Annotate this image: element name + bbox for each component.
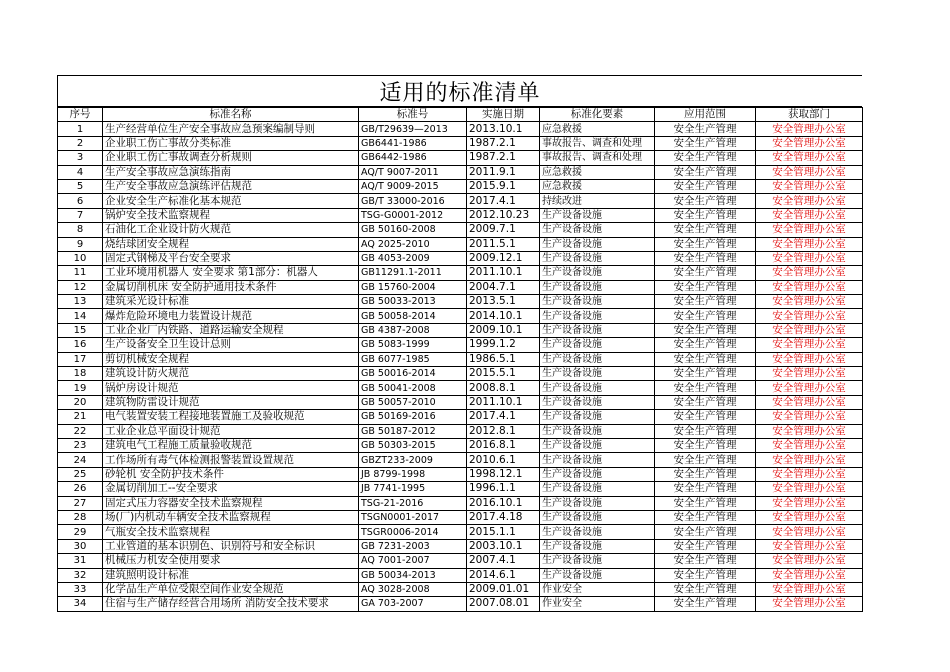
cell-element: 持续改进 bbox=[540, 194, 655, 208]
cell-standard-code: TSGR0006-2014 bbox=[359, 525, 467, 539]
cell-scope: 安全生产管理 bbox=[655, 554, 756, 568]
cell-no: 11 bbox=[58, 266, 103, 280]
cell-dept: 安全管理办公室 bbox=[756, 251, 863, 265]
cell-standard-code: GB 50057-2010 bbox=[359, 395, 467, 409]
table-row bbox=[58, 438, 863, 452]
cell-element: 生产设备设施 bbox=[540, 453, 655, 467]
cell-standard-code: AQ/T 9009-2015 bbox=[359, 179, 467, 193]
cell-no: 23 bbox=[58, 438, 103, 452]
cell-scope: 安全生产管理 bbox=[655, 424, 756, 438]
cell-no: 4 bbox=[58, 165, 103, 179]
cell-no: 17 bbox=[58, 352, 103, 366]
cell-element: 生产设备设施 bbox=[540, 208, 655, 222]
cell-standard-name: 建筑照明设计标准 bbox=[103, 568, 359, 582]
cell-element: 生产设备设施 bbox=[540, 295, 655, 309]
cell-dept: 安全管理办公室 bbox=[756, 179, 863, 193]
cell-scope: 安全生产管理 bbox=[655, 194, 756, 208]
cell-no: 32 bbox=[58, 568, 103, 582]
cell-scope: 安全生产管理 bbox=[655, 309, 756, 323]
cell-standard-code: TSGN0001-2017 bbox=[359, 510, 467, 524]
cell-dept: 安全管理办公室 bbox=[756, 165, 863, 179]
cell-standard-code: AQ/T 9007-2011 bbox=[359, 165, 467, 179]
cell-standard-name: 机械压力机安全使用要求 bbox=[103, 554, 359, 568]
table-row bbox=[58, 280, 863, 294]
cell-dept: 安全管理办公室 bbox=[756, 568, 863, 582]
cell-dept: 安全管理办公室 bbox=[756, 381, 863, 395]
table-row bbox=[58, 367, 863, 381]
cell-standard-code: GB 5083-1999 bbox=[359, 338, 467, 352]
cell-element: 生产设备设施 bbox=[540, 280, 655, 294]
cell-element: 生产设备设施 bbox=[540, 424, 655, 438]
cell-implement-date: 2012.10.23 bbox=[467, 208, 540, 222]
cell-implement-date: 2009.7.1 bbox=[467, 223, 540, 237]
cell-standard-code: JB 7741-1995 bbox=[359, 482, 467, 496]
cell-standard-code: GA 703-2007 bbox=[359, 597, 467, 611]
cell-scope: 安全生产管理 bbox=[655, 395, 756, 409]
cell-no: 22 bbox=[58, 424, 103, 438]
table-row bbox=[58, 525, 863, 539]
cell-scope: 安全生产管理 bbox=[655, 582, 756, 596]
cell-element: 生产设备设施 bbox=[540, 467, 655, 481]
table-row bbox=[58, 208, 863, 222]
cell-dept: 安全管理办公室 bbox=[756, 266, 863, 280]
cell-dept: 安全管理办公室 bbox=[756, 467, 863, 481]
cell-standard-code: JB 8799-1998 bbox=[359, 467, 467, 481]
cell-dept: 安全管理办公室 bbox=[756, 539, 863, 553]
header-name: 标准名称 bbox=[103, 108, 359, 122]
table-row bbox=[58, 237, 863, 251]
cell-scope: 安全生产管理 bbox=[655, 597, 756, 611]
cell-standard-code: GB 50160-2008 bbox=[359, 223, 467, 237]
cell-standard-name: 企业职工伤亡事故调查分析规则 bbox=[103, 151, 359, 165]
cell-standard-name: 金属切削机床 安全防护通用技术条件 bbox=[103, 280, 359, 294]
header-no: 序号 bbox=[58, 108, 103, 122]
cell-scope: 安全生产管理 bbox=[655, 151, 756, 165]
header-dept: 获取部门 bbox=[756, 108, 863, 122]
cell-scope: 安全生产管理 bbox=[655, 568, 756, 582]
cell-implement-date: 2007.08.01 bbox=[467, 597, 540, 611]
cell-element: 生产设备设施 bbox=[540, 251, 655, 265]
cell-standard-code: GB/T29639—2013 bbox=[359, 122, 467, 136]
cell-implement-date: 2015.1.1 bbox=[467, 525, 540, 539]
cell-element: 应急救援 bbox=[540, 179, 655, 193]
cell-dept: 安全管理办公室 bbox=[756, 554, 863, 568]
cell-implement-date: 2009.12.1 bbox=[467, 251, 540, 265]
cell-dept: 安全管理办公室 bbox=[756, 208, 863, 222]
cell-standard-name: 烧结球团安全规程 bbox=[103, 237, 359, 251]
cell-standard-name: 石油化工企业设计防火规范 bbox=[103, 223, 359, 237]
cell-dept: 安全管理办公室 bbox=[756, 453, 863, 467]
cell-implement-date: 2011.5.1 bbox=[467, 237, 540, 251]
cell-scope: 安全生产管理 bbox=[655, 179, 756, 193]
cell-dept: 安全管理办公室 bbox=[756, 525, 863, 539]
cell-element: 事故报告、调查和处理 bbox=[540, 151, 655, 165]
cell-standard-name: 固定式钢梯及平台安全要求 bbox=[103, 251, 359, 265]
cell-no: 20 bbox=[58, 395, 103, 409]
cell-no: 21 bbox=[58, 410, 103, 424]
cell-standard-code: GB 7231-2003 bbox=[359, 539, 467, 553]
cell-dept: 安全管理办公室 bbox=[756, 323, 863, 337]
title-row bbox=[57, 75, 862, 107]
cell-dept: 安全管理办公室 bbox=[756, 122, 863, 136]
cell-scope: 安全生产管理 bbox=[655, 438, 756, 452]
cell-standard-name: 剪切机械安全规程 bbox=[103, 352, 359, 366]
cell-standard-name: 工业环境用机器人 安全要求 第1部分：机器人 bbox=[103, 266, 359, 280]
cell-element: 生产设备设施 bbox=[540, 438, 655, 452]
cell-no: 3 bbox=[58, 151, 103, 165]
header-row bbox=[58, 108, 863, 122]
cell-implement-date: 2011.10.1 bbox=[467, 395, 540, 409]
cell-standard-code: GB 50034-2013 bbox=[359, 568, 467, 582]
cell-no: 19 bbox=[58, 381, 103, 395]
cell-element: 应急救援 bbox=[540, 165, 655, 179]
cell-implement-date: 2011.10.1 bbox=[467, 266, 540, 280]
header-scope: 应用范围 bbox=[655, 108, 756, 122]
cell-standard-code: GB 50058-2014 bbox=[359, 309, 467, 323]
cell-dept: 安全管理办公室 bbox=[756, 582, 863, 596]
table-row bbox=[58, 467, 863, 481]
cell-element: 作业安全 bbox=[540, 597, 655, 611]
table-row bbox=[58, 510, 863, 524]
cell-standard-code: GB 4053-2009 bbox=[359, 251, 467, 265]
cell-standard-name: 建筑电气工程施工质量验收规范 bbox=[103, 438, 359, 452]
cell-no: 8 bbox=[58, 223, 103, 237]
cell-implement-date: 2010.6.1 bbox=[467, 453, 540, 467]
table-row bbox=[58, 352, 863, 366]
cell-scope: 安全生产管理 bbox=[655, 237, 756, 251]
cell-dept: 安全管理办公室 bbox=[756, 496, 863, 510]
table-row bbox=[58, 151, 863, 165]
cell-dept: 安全管理办公室 bbox=[756, 367, 863, 381]
cell-element: 生产设备设施 bbox=[540, 395, 655, 409]
cell-scope: 安全生产管理 bbox=[655, 539, 756, 553]
cell-no: 6 bbox=[58, 194, 103, 208]
table-row bbox=[58, 496, 863, 510]
cell-element: 应急救援 bbox=[540, 122, 655, 136]
cell-scope: 安全生产管理 bbox=[655, 323, 756, 337]
cell-standard-name: 生产经营单位生产安全事故应急预案编制导则 bbox=[103, 122, 359, 136]
table-row bbox=[58, 194, 863, 208]
cell-standard-name: 住宿与生产储存经营合用场所 消防安全技术要求 bbox=[103, 597, 359, 611]
cell-standard-name: 建筑设计防火规范 bbox=[103, 367, 359, 381]
cell-standard-code: GB 50169-2016 bbox=[359, 410, 467, 424]
cell-dept: 安全管理办公室 bbox=[756, 438, 863, 452]
cell-implement-date: 2012.8.1 bbox=[467, 424, 540, 438]
cell-scope: 安全生产管理 bbox=[655, 510, 756, 524]
cell-no: 30 bbox=[58, 539, 103, 553]
cell-scope: 安全生产管理 bbox=[655, 295, 756, 309]
cell-scope: 安全生产管理 bbox=[655, 208, 756, 222]
table-row bbox=[58, 338, 863, 352]
cell-no: 10 bbox=[58, 251, 103, 265]
cell-scope: 安全生产管理 bbox=[655, 367, 756, 381]
cell-implement-date: 2016.10.1 bbox=[467, 496, 540, 510]
cell-standard-name: 金属切削加工--安全要求 bbox=[103, 482, 359, 496]
cell-scope: 安全生产管理 bbox=[655, 525, 756, 539]
cell-standard-code: GB 50033-2013 bbox=[359, 295, 467, 309]
cell-implement-date: 2008.8.1 bbox=[467, 381, 540, 395]
cell-element: 生产设备设施 bbox=[540, 496, 655, 510]
cell-standard-code: TSG-G0001-2012 bbox=[359, 208, 467, 222]
cell-dept: 安全管理办公室 bbox=[756, 424, 863, 438]
cell-standard-code: GB 15760-2004 bbox=[359, 280, 467, 294]
cell-dept: 安全管理办公室 bbox=[756, 395, 863, 409]
cell-element: 生产设备设施 bbox=[540, 510, 655, 524]
cell-no: 13 bbox=[58, 295, 103, 309]
cell-no: 33 bbox=[58, 582, 103, 596]
table-row bbox=[58, 597, 863, 611]
cell-element: 生产设备设施 bbox=[540, 381, 655, 395]
cell-implement-date: 2004.7.1 bbox=[467, 280, 540, 294]
table-row bbox=[58, 568, 863, 582]
cell-dept: 安全管理办公室 bbox=[756, 280, 863, 294]
table-row bbox=[58, 165, 863, 179]
cell-implement-date: 2009.10.1 bbox=[467, 323, 540, 337]
table-row bbox=[58, 453, 863, 467]
table-row bbox=[58, 309, 863, 323]
cell-standard-name: 固定式压力容器安全技术监察规程 bbox=[103, 496, 359, 510]
cell-standard-name: 建筑物防雷设计规范 bbox=[103, 395, 359, 409]
cell-element: 生产设备设施 bbox=[540, 525, 655, 539]
cell-standard-name: 生产设备安全卫生设计总则 bbox=[103, 338, 359, 352]
cell-standard-name: 工业企业厂内铁路、道路运输安全规程 bbox=[103, 323, 359, 337]
cell-dept: 安全管理办公室 bbox=[756, 151, 863, 165]
cell-implement-date: 2003.10.1 bbox=[467, 539, 540, 553]
cell-no: 28 bbox=[58, 510, 103, 524]
cell-standard-code: GB 50041-2008 bbox=[359, 381, 467, 395]
cell-implement-date: 2013.10.1 bbox=[467, 122, 540, 136]
cell-no: 2 bbox=[58, 136, 103, 150]
cell-standard-name: 电气装置安装工程接地装置施工及验收规范 bbox=[103, 410, 359, 424]
cell-scope: 安全生产管理 bbox=[655, 381, 756, 395]
cell-implement-date: 2009.01.01 bbox=[467, 582, 540, 596]
header-code: 标准号 bbox=[359, 108, 467, 122]
cell-standard-code: GB6442-1986 bbox=[359, 151, 467, 165]
table-row bbox=[58, 122, 863, 136]
cell-standard-name: 气瓶安全技术监察规程 bbox=[103, 525, 359, 539]
cell-element: 生产设备设施 bbox=[540, 266, 655, 280]
sheet-title: 适用的标准清单 bbox=[379, 80, 541, 106]
table-row bbox=[58, 136, 863, 150]
cell-scope: 安全生产管理 bbox=[655, 338, 756, 352]
cell-scope: 安全生产管理 bbox=[655, 266, 756, 280]
cell-dept: 安全管理办公室 bbox=[756, 295, 863, 309]
cell-scope: 安全生产管理 bbox=[655, 352, 756, 366]
cell-element: 生产设备设施 bbox=[540, 338, 655, 352]
standards-sheet bbox=[57, 75, 862, 612]
cell-element: 生产设备设施 bbox=[540, 309, 655, 323]
cell-standard-name: 企业职工伤亡事故分类标准 bbox=[103, 136, 359, 150]
cell-dept: 安全管理办公室 bbox=[756, 597, 863, 611]
cell-standard-name: 场(厂)内机动车辆安全技术监察规程 bbox=[103, 510, 359, 524]
cell-element: 生产设备设施 bbox=[540, 323, 655, 337]
cell-dept: 安全管理办公室 bbox=[756, 136, 863, 150]
cell-standard-code: AQ 2025-2010 bbox=[359, 237, 467, 251]
table-row bbox=[58, 582, 863, 596]
table-row bbox=[58, 251, 863, 265]
cell-no: 7 bbox=[58, 208, 103, 222]
cell-scope: 安全生产管理 bbox=[655, 410, 756, 424]
table-row bbox=[58, 424, 863, 438]
cell-implement-date: 1987.2.1 bbox=[467, 136, 540, 150]
cell-no: 29 bbox=[58, 525, 103, 539]
cell-implement-date: 2016.8.1 bbox=[467, 438, 540, 452]
table-row bbox=[58, 179, 863, 193]
cell-no: 1 bbox=[58, 122, 103, 136]
cell-standard-code: GB11291.1-2011 bbox=[359, 266, 467, 280]
cell-no: 18 bbox=[58, 367, 103, 381]
cell-standard-name: 爆炸危险环境电力装置设计规范 bbox=[103, 309, 359, 323]
cell-scope: 安全生产管理 bbox=[655, 136, 756, 150]
cell-standard-name: 砂轮机 安全防护技术条件 bbox=[103, 467, 359, 481]
cell-no: 14 bbox=[58, 309, 103, 323]
cell-standard-code: AQ 7001-2007 bbox=[359, 554, 467, 568]
cell-no: 15 bbox=[58, 323, 103, 337]
cell-element: 生产设备设施 bbox=[540, 554, 655, 568]
cell-implement-date: 2014.10.1 bbox=[467, 309, 540, 323]
cell-implement-date: 2017.4.1 bbox=[467, 410, 540, 424]
cell-scope: 安全生产管理 bbox=[655, 453, 756, 467]
table-row bbox=[58, 554, 863, 568]
cell-element: 生产设备设施 bbox=[540, 352, 655, 366]
cell-standard-name: 生产安全事故应急演练指南 bbox=[103, 165, 359, 179]
cell-scope: 安全生产管理 bbox=[655, 496, 756, 510]
cell-dept: 安全管理办公室 bbox=[756, 352, 863, 366]
cell-standard-code: AQ 3028-2008 bbox=[359, 582, 467, 596]
cell-dept: 安全管理办公室 bbox=[756, 338, 863, 352]
cell-scope: 安全生产管理 bbox=[655, 165, 756, 179]
cell-implement-date: 1986.5.1 bbox=[467, 352, 540, 366]
cell-element: 作业安全 bbox=[540, 582, 655, 596]
header-element: 标准化要素 bbox=[540, 108, 655, 122]
cell-standard-code: GB 50016-2014 bbox=[359, 367, 467, 381]
cell-implement-date: 2015.5.1 bbox=[467, 367, 540, 381]
cell-element: 生产设备设施 bbox=[540, 223, 655, 237]
cell-implement-date: 2011.9.1 bbox=[467, 165, 540, 179]
cell-element: 生产设备设施 bbox=[540, 237, 655, 251]
cell-scope: 安全生产管理 bbox=[655, 122, 756, 136]
cell-dept: 安全管理办公室 bbox=[756, 309, 863, 323]
cell-no: 9 bbox=[58, 237, 103, 251]
cell-standard-code: GB 6077-1985 bbox=[359, 352, 467, 366]
cell-implement-date: 2015.9.1 bbox=[467, 179, 540, 193]
cell-standard-name: 化学品生产单位受限空间作业安全规范 bbox=[103, 582, 359, 596]
cell-no: 31 bbox=[58, 554, 103, 568]
header-date: 实施日期 bbox=[467, 108, 540, 122]
cell-no: 25 bbox=[58, 467, 103, 481]
cell-standard-code: GB 50303-2015 bbox=[359, 438, 467, 452]
standards-table bbox=[57, 107, 863, 612]
cell-standard-name: 工作场所有毒气体检测报警装置设置规范 bbox=[103, 453, 359, 467]
cell-standard-code: GB6441-1986 bbox=[359, 136, 467, 150]
cell-implement-date: 2007.4.1 bbox=[467, 554, 540, 568]
cell-standard-name: 锅炉房设计规范 bbox=[103, 381, 359, 395]
cell-no: 34 bbox=[58, 597, 103, 611]
cell-no: 27 bbox=[58, 496, 103, 510]
cell-element: 生产设备设施 bbox=[540, 539, 655, 553]
table-row bbox=[58, 223, 863, 237]
cell-dept: 安全管理办公室 bbox=[756, 510, 863, 524]
cell-standard-name: 企业安全生产标准化基本规范 bbox=[103, 194, 359, 208]
cell-standard-name: 工业企业总平面设计规范 bbox=[103, 424, 359, 438]
cell-standard-name: 锅炉安全技术监察规程 bbox=[103, 208, 359, 222]
cell-scope: 安全生产管理 bbox=[655, 482, 756, 496]
cell-implement-date: 1996.1.1 bbox=[467, 482, 540, 496]
table-row bbox=[58, 295, 863, 309]
cell-element: 生产设备设施 bbox=[540, 410, 655, 424]
cell-standard-name: 生产安全事故应急演练评估规范 bbox=[103, 179, 359, 193]
table-row bbox=[58, 482, 863, 496]
cell-no: 26 bbox=[58, 482, 103, 496]
cell-implement-date: 1998.12.1 bbox=[467, 467, 540, 481]
cell-element: 事故报告、调查和处理 bbox=[540, 136, 655, 150]
cell-scope: 安全生产管理 bbox=[655, 280, 756, 294]
cell-implement-date: 2013.5.1 bbox=[467, 295, 540, 309]
cell-implement-date: 2014.6.1 bbox=[467, 568, 540, 582]
cell-scope: 安全生产管理 bbox=[655, 251, 756, 265]
cell-no: 16 bbox=[58, 338, 103, 352]
table-row bbox=[58, 266, 863, 280]
cell-standard-code: GB 50187-2012 bbox=[359, 424, 467, 438]
cell-element: 生产设备设施 bbox=[540, 367, 655, 381]
cell-standard-name: 建筑采光设计标准 bbox=[103, 295, 359, 309]
cell-standard-code: GB/T 33000-2016 bbox=[359, 194, 467, 208]
cell-element: 生产设备设施 bbox=[540, 482, 655, 496]
table-row bbox=[58, 410, 863, 424]
cell-scope: 安全生产管理 bbox=[655, 223, 756, 237]
cell-scope: 安全生产管理 bbox=[655, 467, 756, 481]
cell-dept: 安全管理办公室 bbox=[756, 410, 863, 424]
cell-standard-code: GB 4387-2008 bbox=[359, 323, 467, 337]
table-row bbox=[58, 539, 863, 553]
cell-implement-date: 1987.2.1 bbox=[467, 151, 540, 165]
cell-implement-date: 2017.4.1 bbox=[467, 194, 540, 208]
cell-standard-code: TSG-21-2016 bbox=[359, 496, 467, 510]
cell-no: 24 bbox=[58, 453, 103, 467]
cell-dept: 安全管理办公室 bbox=[756, 194, 863, 208]
cell-no: 5 bbox=[58, 179, 103, 193]
cell-implement-date: 2017.4.18 bbox=[467, 510, 540, 524]
cell-implement-date: 1999.1.2 bbox=[467, 338, 540, 352]
cell-dept: 安全管理办公室 bbox=[756, 482, 863, 496]
cell-standard-code: GBZT233-2009 bbox=[359, 453, 467, 467]
cell-dept: 安全管理办公室 bbox=[756, 223, 863, 237]
cell-element: 生产设备设施 bbox=[540, 568, 655, 582]
table-row bbox=[58, 395, 863, 409]
table-row bbox=[58, 381, 863, 395]
cell-no: 12 bbox=[58, 280, 103, 294]
cell-dept: 安全管理办公室 bbox=[756, 237, 863, 251]
cell-standard-name: 工业管道的基本识别色、识别符号和安全标识 bbox=[103, 539, 359, 553]
table-row bbox=[58, 323, 863, 337]
